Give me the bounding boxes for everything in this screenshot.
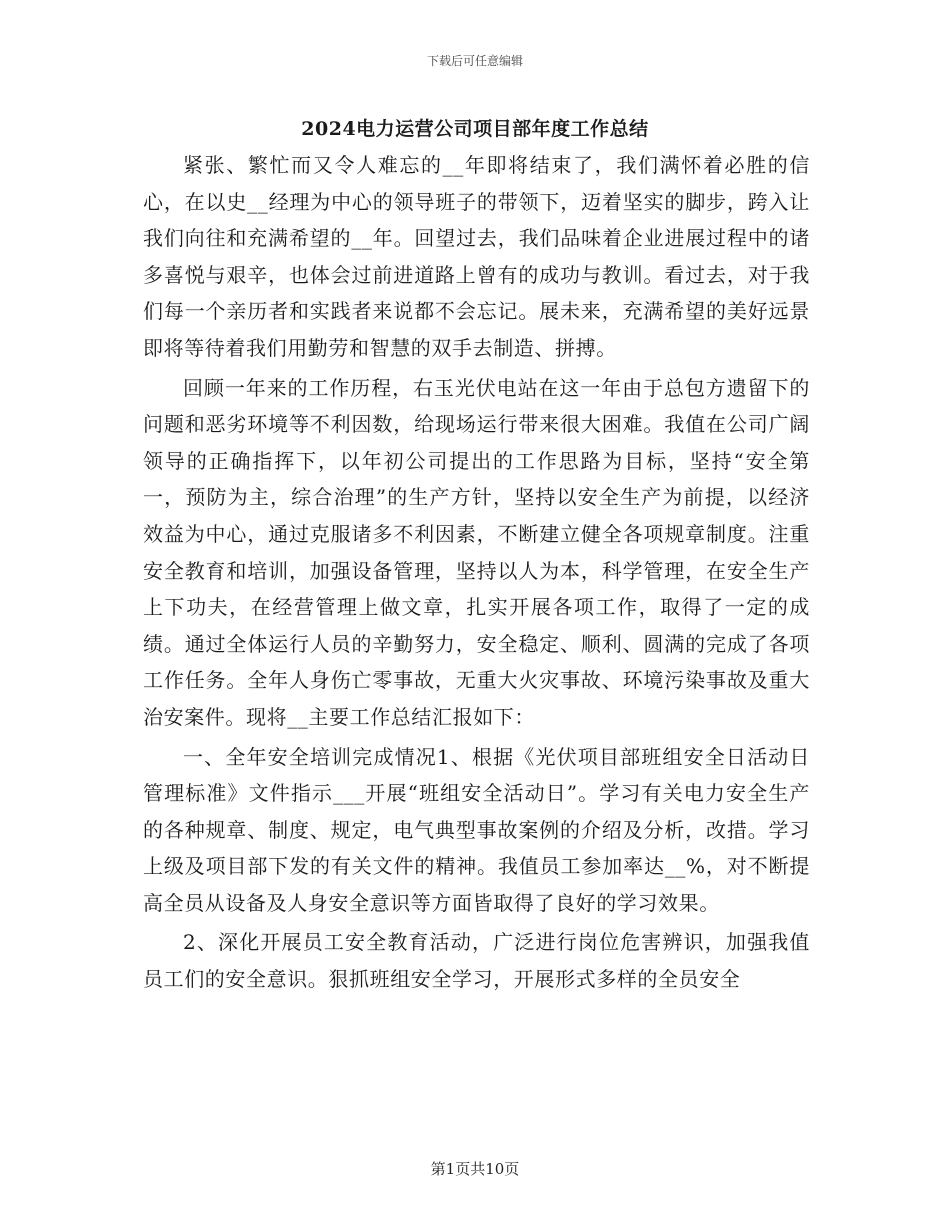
document-body xyxy=(143,147,810,998)
paragraph-education: 2、深化开展员工安全教育活动，广泛进行岗位危害辨识，加强我值员工们的安全意识。狠抓班组安全学习，开展形式多样的全员安全 xyxy=(143,930,810,992)
page-number: 第1页共10页 xyxy=(430,1160,520,1178)
paragraph-training: 一、全年安全培训完成情况1、根据《光伏项目部班组安全日活动日管理标准》文件指示___开展“班组安全活动日”。学习有关电力安全生产的各种规章、制度、规定，电气典型事故案例的介绍及分析，改措。学习上级及项目部下发的有关文件的精神。我值员工参加率达__%，对不断提高全员从设备及人身安全意识等方面皆取得了良好的学习效果。 xyxy=(143,744,810,915)
header-note: 下载后可任意编辑 xyxy=(426,54,523,68)
document-title: 2024电力运营公司项目部年度工作总结 xyxy=(301,118,649,140)
paragraph-review: 回顾一年来的工作历程，右玉光伏电站在这一年由于总包方遗留下的问题和恶劣环境等不利因数，给现场运行带来很大困难。我值在公司广阔领导的正确指挥下，以年初公司提出的工作思路为目标，坚持“安全第一，预防为主，综合治理”的生产方针，坚持以安全生产为前提，以经济效益为中心，通过克服诸多不利因素，不断建立健全各项规章制度。注重安全教育和培训，加强设备管理，坚持以人为本，科学管理，在安全生产上下功夫，在经营管理上做文章，扎实开展各项工作，取得了一定的成绩。通过全体运行人员的辛勤努力，安全稳定、顺利、圆满的完成了各项工作任务。全年人身伤亡零事故，无重大火灾事故、环境污染事故及重大治安案件。现将__主要工作总结汇报如下： xyxy=(143,375,810,729)
paragraph-intro: 紧张、繁忙而又令人难忘的__年即将结束了，我们满怀着必胜的信心，在以史__经理为中心的领导班子的带领下，迈着坚实的脚步，跨入让我们向往和充满希望的__年。回望过去，我们品味着企业进展过程中的诸多喜悦与艰辛，也体会过前进道路上曾有的成功与教训。看过去，对于我们每一个亲历者和实践者来说都不会忘记。展未来，充满希望的美好远景即将等待着我们用勤劳和智慧的双手去制造、拼搏。 xyxy=(143,153,810,360)
